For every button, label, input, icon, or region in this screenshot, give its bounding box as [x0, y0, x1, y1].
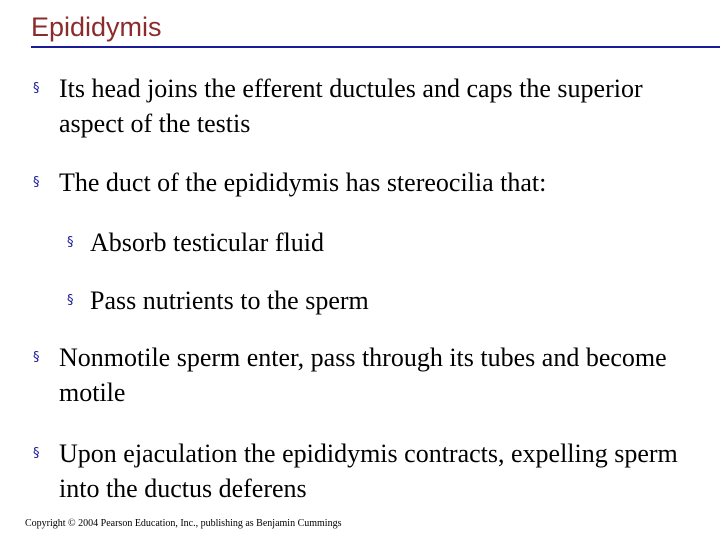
square-bullet-icon: §: [33, 350, 40, 365]
square-bullet-icon: §: [33, 446, 40, 461]
bullet-text: Nonmotile sperm enter, pass through its tubes and become motile: [59, 343, 667, 407]
copyright-footer: Copyright © 2004 Pearson Education, Inc., publishing as Benjamin Cummings: [25, 518, 342, 529]
bullet-item: [33, 436, 703, 506]
sub-bullet-item: [67, 283, 707, 318]
square-bullet-icon: §: [67, 293, 74, 308]
square-bullet-icon: §: [67, 235, 74, 250]
title-underline: [31, 46, 720, 48]
bullet-item: [33, 340, 703, 410]
bullet-item: [33, 71, 703, 141]
slide-title: Epididymis: [31, 12, 162, 42]
bullet-item: [33, 165, 703, 200]
bullet-text: The duct of the epididymis has stereocilia that:: [59, 168, 547, 197]
bullet-text: Upon ejaculation the epididymis contracts, expelling sperm into the ductus deferens: [59, 439, 678, 503]
sub-bullet-item: [67, 225, 707, 260]
sub-bullet-text: Pass nutrients to the sperm: [90, 286, 369, 315]
sub-bullet-text: Absorb testicular fluid: [90, 228, 324, 257]
square-bullet-icon: §: [33, 175, 40, 190]
square-bullet-icon: §: [33, 81, 40, 96]
bullet-text: Its head joins the efferent ductules and caps the superior aspect of the testis: [59, 74, 643, 138]
